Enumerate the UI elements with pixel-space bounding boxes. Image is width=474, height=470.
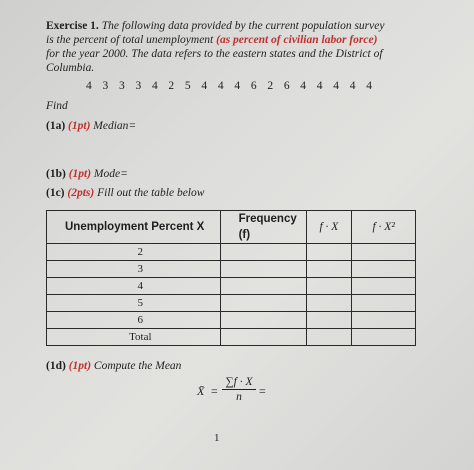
frequency-cell[interactable] xyxy=(220,295,306,312)
table-row xyxy=(47,261,416,278)
question-1a xyxy=(46,120,136,133)
exercise-line-3: for the year 2000. The data refers to the eastern states and the District of xyxy=(46,48,383,60)
fx-cell[interactable] xyxy=(306,261,352,278)
header-unemployment-percent: Unemployment Percent X xyxy=(47,211,221,244)
data-value: 3 xyxy=(102,80,109,92)
question-1c xyxy=(46,187,204,200)
frequency-total-cell[interactable] xyxy=(220,329,306,346)
fraction-numerator: ∑f · X xyxy=(222,376,256,390)
fx2-cell[interactable] xyxy=(352,244,416,261)
data-value: 4 xyxy=(300,80,307,92)
fx-cell[interactable] xyxy=(306,312,352,329)
exercise-line-4: Columbia. xyxy=(46,62,95,74)
table-row xyxy=(47,244,416,261)
q1b-label: (1b) xyxy=(46,168,66,180)
fx2-cell[interactable] xyxy=(352,261,416,278)
exercise-line-1 xyxy=(46,20,384,33)
q1b-text: Mode= xyxy=(93,168,128,180)
equals-sign-answer: = xyxy=(259,384,266,398)
data-value: 5 xyxy=(184,80,191,92)
header-f-times-x-squared: f · X² xyxy=(352,211,416,244)
header-f-times-x: f · X xyxy=(306,211,352,244)
fx-cell[interactable] xyxy=(306,295,352,312)
fx2-cell[interactable] xyxy=(352,295,416,312)
data-value: 4 xyxy=(349,80,356,92)
frequency-table xyxy=(46,210,416,346)
data-value: 4 xyxy=(201,80,208,92)
total-label: Total xyxy=(47,329,221,346)
exercise-line-2 xyxy=(46,34,377,47)
data-value: 3 xyxy=(118,80,125,92)
page-number: 1 xyxy=(214,432,220,444)
q1c-points: (2pts) xyxy=(67,187,95,199)
header-frequency: Frequency (f) xyxy=(220,211,306,244)
data-value: 4 xyxy=(234,80,241,92)
data-values xyxy=(86,80,372,92)
question-1d xyxy=(46,360,181,373)
fx-cell[interactable] xyxy=(306,244,352,261)
exercise-text-1: The following data provided by the current population survey xyxy=(101,20,385,32)
fx2-total-cell[interactable] xyxy=(352,329,416,346)
frequency-cell[interactable] xyxy=(220,244,306,261)
data-value: 6 xyxy=(250,80,257,92)
data-value: 4 xyxy=(333,80,340,92)
q1a-points: (1pt) xyxy=(68,120,91,132)
data-value: 2 xyxy=(267,80,274,92)
x-value-cell: 4 xyxy=(47,278,221,295)
exercise-highlight: (as percent of civilian labor force) xyxy=(216,34,378,46)
question-1b xyxy=(46,168,128,181)
data-value: 4 xyxy=(151,80,158,92)
table-row xyxy=(47,312,416,329)
frequency-cell[interactable] xyxy=(220,312,306,329)
table-row xyxy=(47,278,416,295)
data-value: 4 xyxy=(86,80,92,92)
frequency-cell[interactable] xyxy=(220,261,306,278)
data-value: 4 xyxy=(366,80,372,92)
table-total-row xyxy=(47,329,416,346)
q1a-label: (1a) xyxy=(46,120,66,132)
fx2-cell[interactable] xyxy=(352,278,416,295)
x-value-cell: 6 xyxy=(47,312,221,329)
data-value: 4 xyxy=(217,80,224,92)
q1a-text: Median= xyxy=(93,120,137,132)
data-value: 2 xyxy=(168,80,175,92)
fraction-denominator: n xyxy=(236,391,242,403)
table-row xyxy=(47,295,416,312)
equals-sign: = xyxy=(211,384,218,398)
x-value-cell: 3 xyxy=(47,261,221,278)
x-bar-symbol: X̄ xyxy=(197,384,205,398)
fx-cell[interactable] xyxy=(306,278,352,295)
data-value: 4 xyxy=(316,80,323,92)
x-value-cell: 5 xyxy=(47,295,221,312)
exercise-text-2: is the percent of total unemployment xyxy=(46,34,214,46)
q1d-text: Compute the Mean xyxy=(93,360,182,372)
q1c-label: (1c) xyxy=(46,187,65,199)
fx2-cell[interactable] xyxy=(352,312,416,329)
frequency-cell[interactable] xyxy=(220,278,306,295)
data-value: 6 xyxy=(283,80,290,92)
exercise-label: Exercise 1. xyxy=(46,20,99,32)
q1c-text: Fill out the table below xyxy=(97,187,205,199)
q1b-points: (1pt) xyxy=(68,168,92,180)
mean-fraction xyxy=(222,376,256,403)
q1d-label: (1d) xyxy=(46,360,66,372)
table-header-row xyxy=(47,211,416,244)
find-label: Find xyxy=(46,100,68,112)
fx-total-cell[interactable] xyxy=(306,329,352,346)
data-value: 3 xyxy=(135,80,142,92)
x-value-cell: 2 xyxy=(47,244,221,261)
q1d-points: (1pt) xyxy=(68,360,92,372)
